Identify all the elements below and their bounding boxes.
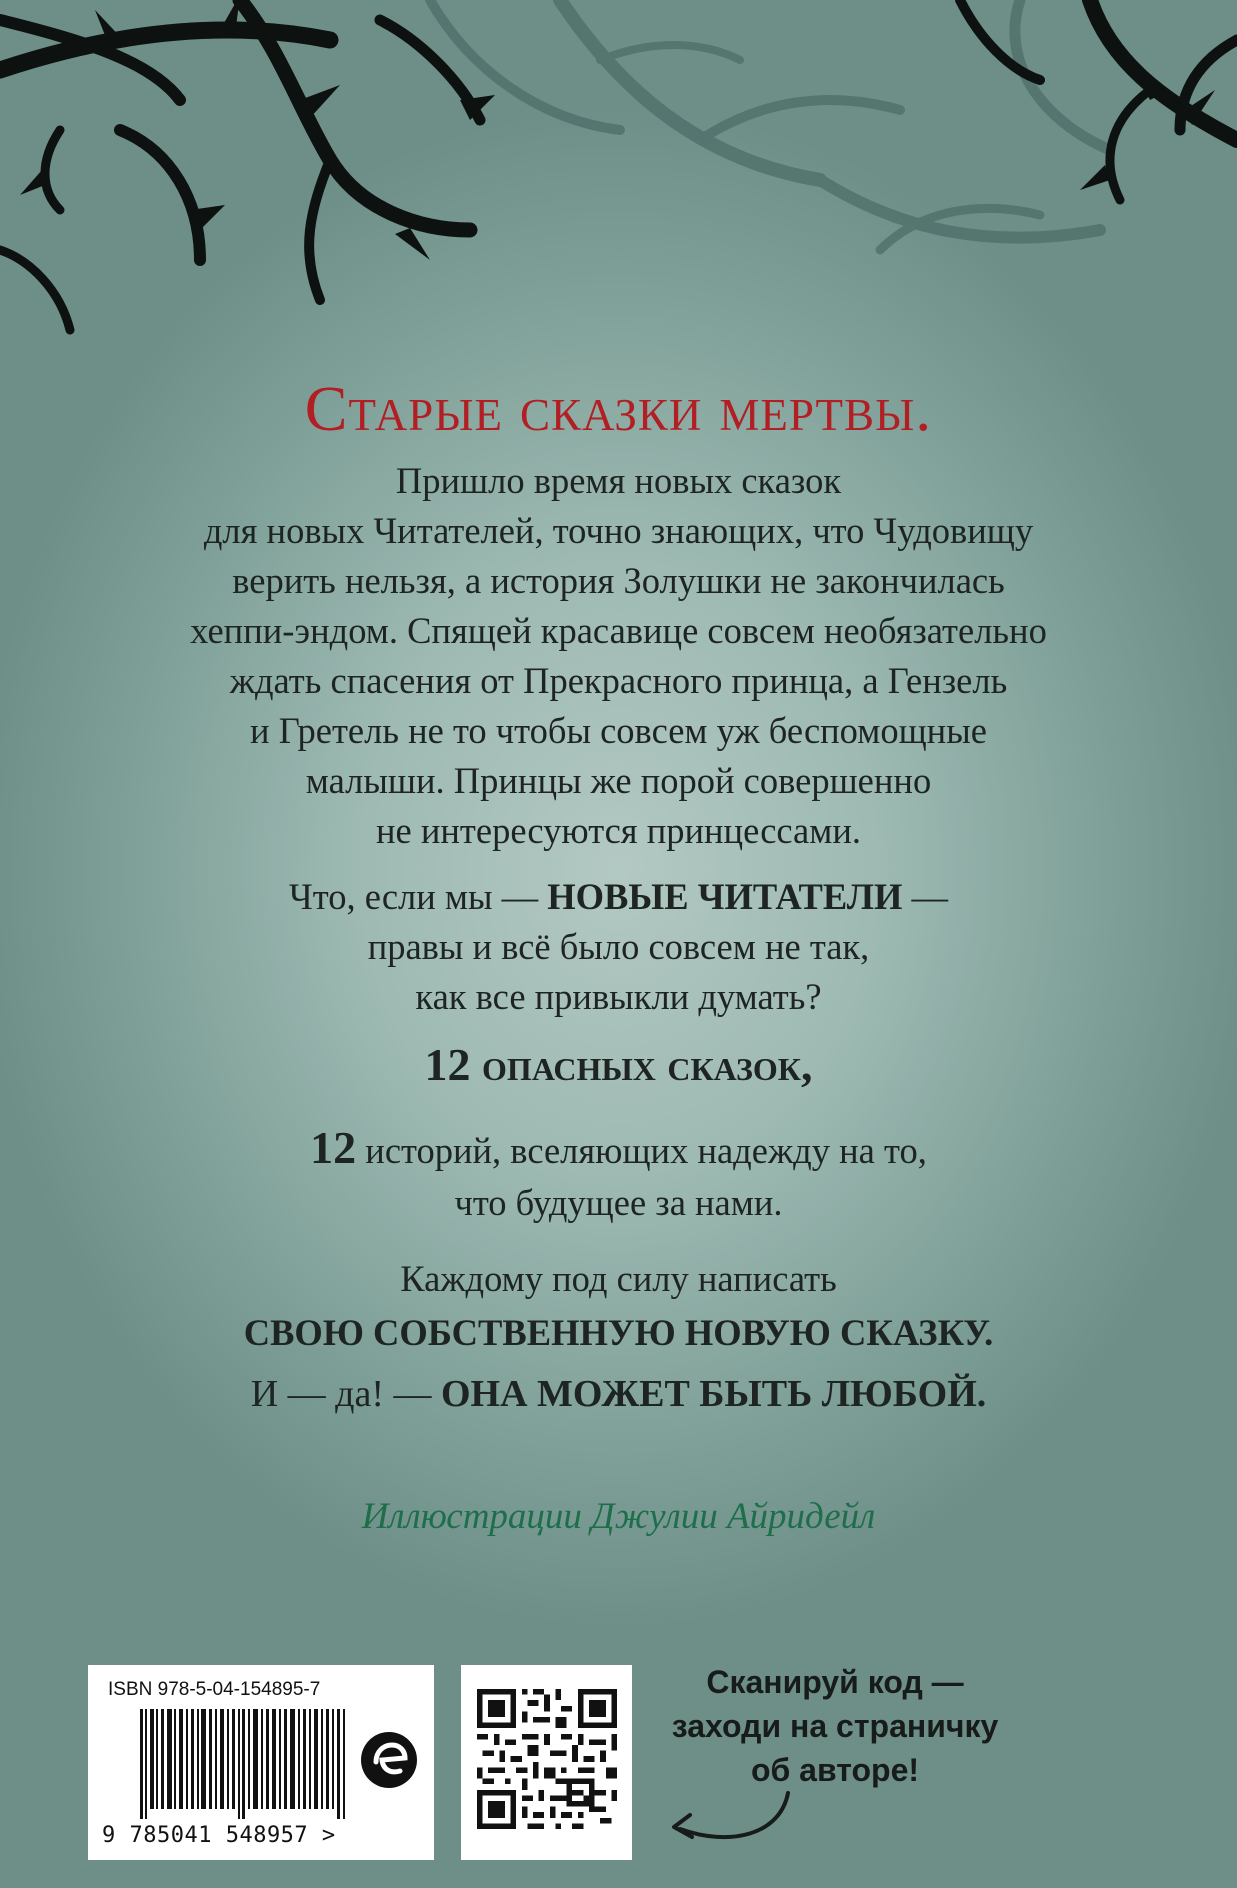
each-bold-line: СВОЮ СОБСТВЕННУЮ НОВУЮ СКАЗКУ. xyxy=(243,1312,994,1353)
intro-line: Пришло время новых сказок xyxy=(395,460,842,501)
scan-line: об авторе! xyxy=(750,1752,920,1788)
intro-line: малыши. Принцы же порой совершенно xyxy=(305,760,932,801)
qr-panel xyxy=(461,1665,632,1860)
each-paragraph xyxy=(0,1252,1237,1360)
scan-prompt xyxy=(650,1660,1020,1792)
scan-line: заходи на страничку xyxy=(671,1708,999,1744)
isbn-text: ISBN 978-5-04-154895-7 xyxy=(108,1679,321,1700)
each-line: Каждому под силу написать xyxy=(400,1258,837,1299)
yes-bold: ОНА МОЖЕТ БЫТЬ ЛЮБОЙ. xyxy=(441,1373,987,1415)
stories-number: 12 xyxy=(310,1122,357,1173)
yes-line xyxy=(0,1372,1237,1416)
thorn-branches-illustration xyxy=(0,0,1237,360)
barcode-panel xyxy=(88,1665,434,1860)
headline: Старые сказки мертвы. xyxy=(304,373,933,444)
intro-line: хеппи-эндом. Спящей красавице совсем необязательно xyxy=(190,610,1047,651)
barcode-digits: 9 785041 548957 > xyxy=(102,1823,336,1848)
barcode-icon xyxy=(140,1709,350,1819)
publisher-logo-icon xyxy=(360,1731,418,1789)
question-pre: Что, если мы — xyxy=(289,876,548,917)
tales-count: 12 опасных сказок, xyxy=(424,1039,813,1090)
intro-line: и Гретель не то чтобы совсем уж беспомощные xyxy=(250,710,987,751)
intro-line: ждать спасения от Прекрасного принца, а Гензель xyxy=(229,660,1008,701)
question-paragraph xyxy=(0,872,1237,1022)
question-line: как все привыкли думать? xyxy=(415,976,822,1017)
question-line: правы и всё было совсем не так, xyxy=(367,926,870,967)
intro-paragraph xyxy=(0,456,1237,856)
intro-line: верить нельзя, а история Золушки не закончилась xyxy=(232,560,1005,601)
scan-line: Сканируй код — xyxy=(706,1664,964,1700)
stories-rest: историй, вселяющих надежду на то, xyxy=(356,1130,927,1171)
stories-line: что будущее за нами. xyxy=(454,1182,783,1223)
question-bold: НОВЫЕ ЧИТАТЕЛИ xyxy=(547,876,903,917)
curved-arrow-icon xyxy=(660,1785,800,1855)
intro-line: не интересуются принцессами. xyxy=(376,810,861,851)
intro-line: для новых Читателей, точно знающих, что Чудовищу xyxy=(203,510,1034,551)
stories-paragraph xyxy=(0,1122,1237,1229)
illustrations-credit: Иллюстрации Джулии Айридейл xyxy=(361,1496,876,1537)
question-post: — xyxy=(902,876,948,917)
qr-code-icon xyxy=(477,1689,617,1829)
yes-pre: И — да! — xyxy=(250,1373,441,1415)
